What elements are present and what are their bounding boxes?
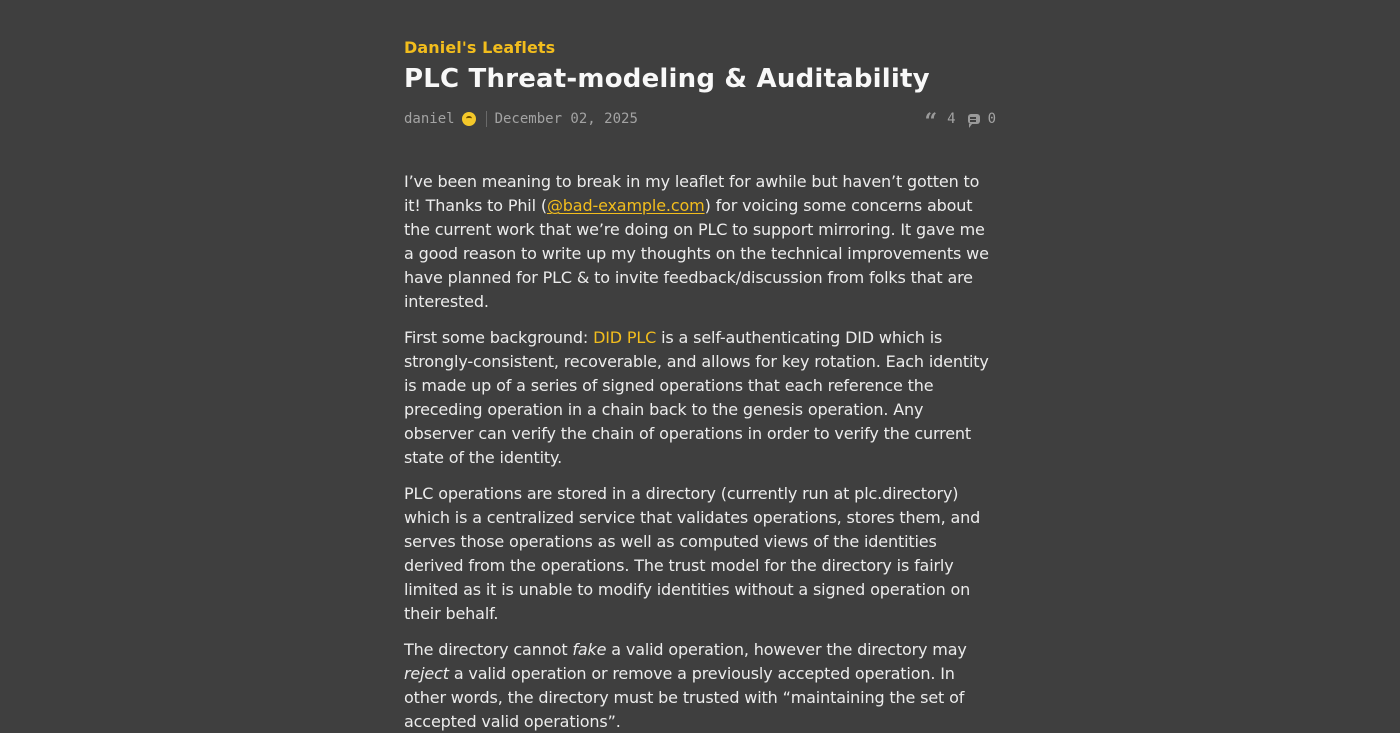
comment-icon (968, 114, 980, 124)
paragraph-1: I’ve been meaning to break in my leaflet for awhile but haven’t gotten to it! Thanks to Phil (@bad-example.com) for voicing some concerns about the current work that we’re doing on PLC to support mirroring. It gave me a good reason to write up my thoughts on the technical improvements we have planned for PLC & to invite feedback/discussion from folks that are interested. (404, 172, 989, 311)
paragraph-2: First some background: DID PLC is a self-authenticating DID which is strongly-consistent, recoverable, and allows for key rotation. Each identity is made up of a series of signed operations that each reference the preceding operation in a chain back to the genesis operation. Any observer can verify the chain of operations in order to verify the current state of the identity. (404, 328, 989, 467)
paragraph-4: The directory cannot fake a valid operation, however the directory may reject a valid operation or remove a previously accepted operation. In other words, the directory must be trusted with “maintaining the set of accepted valid operations”. (404, 640, 967, 731)
emphasis-reject: reject (404, 664, 449, 683)
quote-icon: “ (924, 109, 938, 135)
quotes-button[interactable] (924, 109, 956, 135)
emphasis-fake: fake (572, 640, 607, 659)
comments-button[interactable] (956, 111, 996, 127)
publication-name-link[interactable]: Daniel's Leaflets (404, 38, 556, 57)
author-name[interactable]: daniel (404, 111, 455, 127)
mention-link[interactable]: @bad-example.com (546, 196, 705, 215)
quotes-count: 4 (947, 111, 956, 127)
did-plc-link[interactable]: DID PLC (593, 328, 657, 347)
melting-face-emoji-icon (462, 112, 476, 126)
post-body (404, 170, 996, 733)
post-stats (924, 109, 996, 135)
post-meta (404, 107, 996, 135)
post-byline (404, 111, 638, 127)
post-title: PLC Threat-modeling & Auditability (404, 64, 930, 94)
paragraph-3: PLC operations are stored in a directory (currently run at plc.directory) which is a centralized service that validates operations, stores them, and serves those operations as well as computed views of the identities derived from the operations. The trust model for the directory is fairly limited as it is unable to modify identities without a signed operation on their behalf. (404, 484, 981, 623)
comments-count: 0 (987, 111, 996, 127)
byline-divider (486, 111, 487, 127)
post-date: December 02, 2025 (494, 111, 638, 127)
post-container (404, 0, 996, 733)
